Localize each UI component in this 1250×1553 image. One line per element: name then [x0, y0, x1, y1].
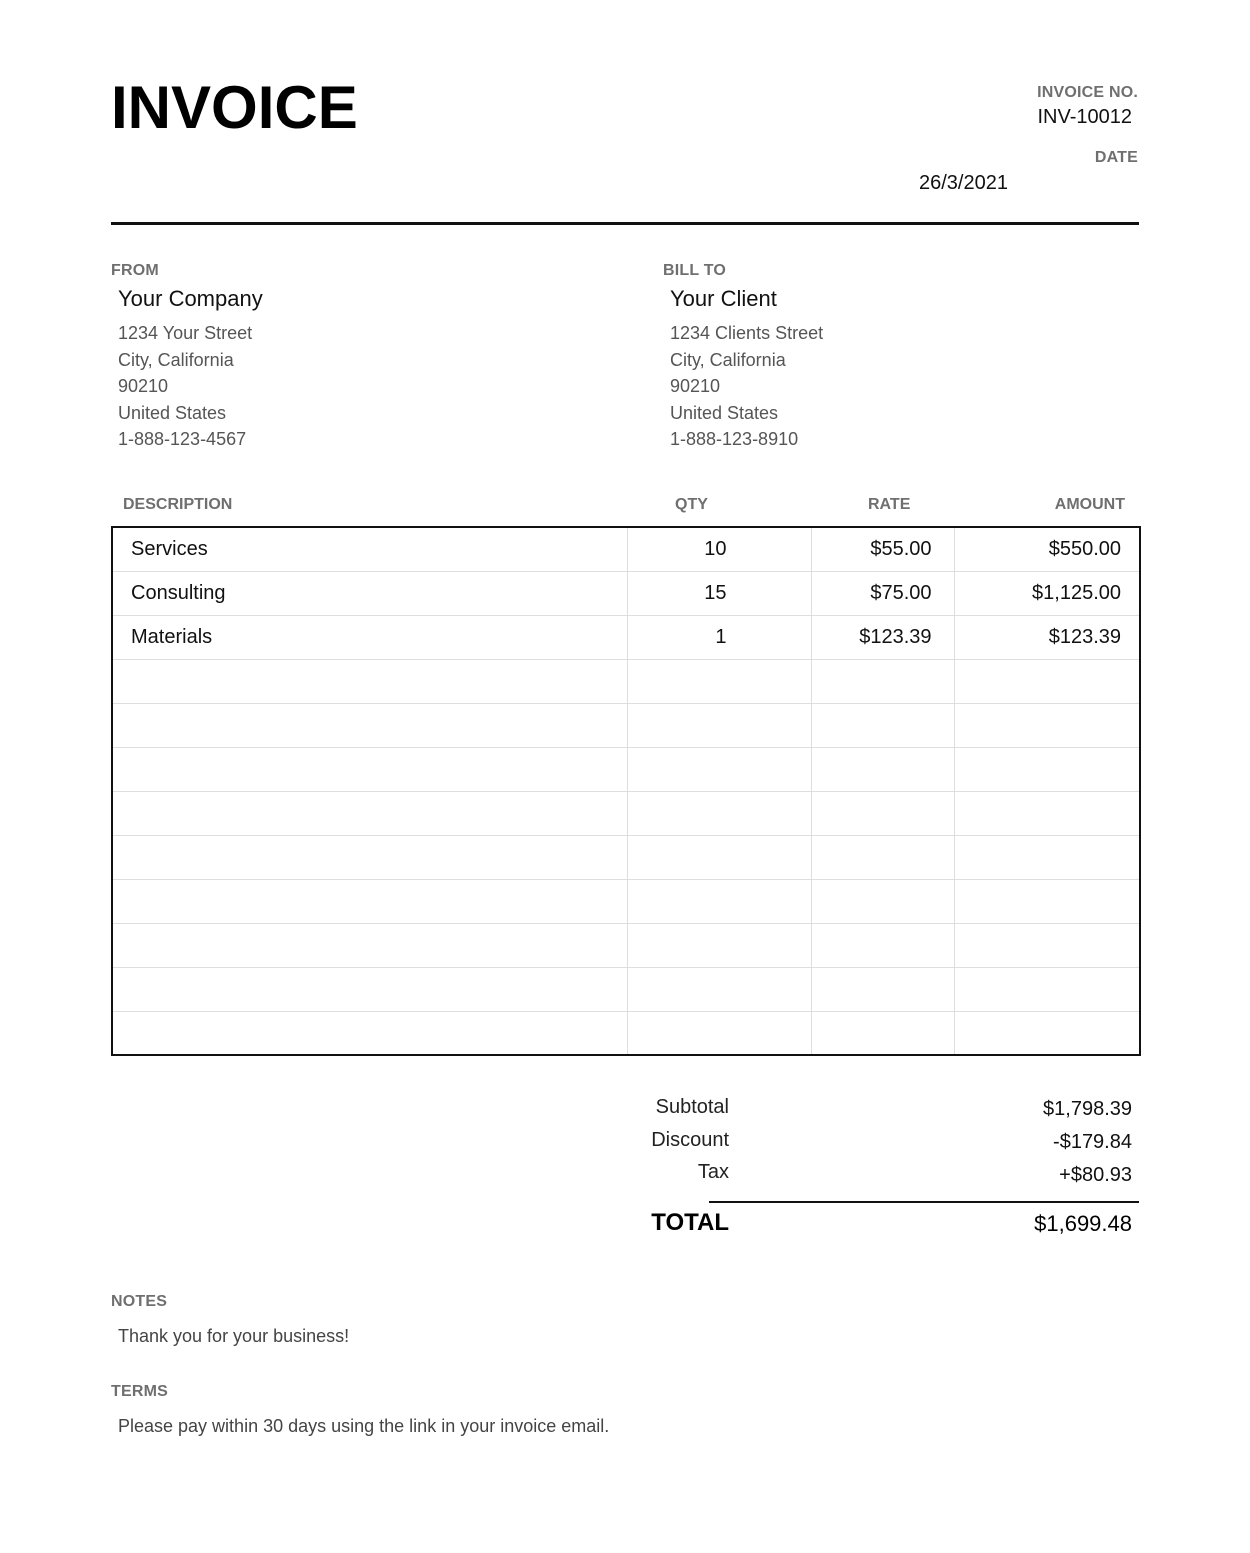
bill-to-phone: 1-888-123-8910: [670, 429, 799, 450]
from-address-line: 90210: [118, 376, 169, 397]
table-row: [112, 879, 1140, 923]
item-description-cell: Services: [112, 527, 627, 571]
invoice-number-label: INVOICE NO.: [1037, 84, 1138, 101]
table-row: [112, 1011, 1140, 1055]
table-row: [112, 835, 1140, 879]
item-qty-cell: [627, 659, 811, 703]
from-address-line: United States: [118, 402, 227, 423]
header-divider: [111, 222, 1139, 225]
table-row: [112, 615, 1140, 659]
discount-value: -$179.84: [1053, 1131, 1132, 1153]
table-row: [112, 747, 1140, 791]
from-phone: 1-888-123-4567: [118, 429, 247, 450]
notes-text: Thank you for your business!: [118, 1326, 350, 1346]
item-amount-cell: [954, 747, 1140, 791]
item-qty-cell: [627, 791, 811, 835]
item-amount-cell: $123.39: [954, 615, 1140, 659]
invoice-date: 26/3/2021: [919, 172, 1008, 194]
table-row: [112, 791, 1140, 835]
from-section: [111, 262, 263, 453]
item-qty-cell: 15: [627, 571, 811, 615]
table-row: [112, 527, 1140, 571]
item-description-cell: Materials: [112, 615, 627, 659]
table-row: [112, 703, 1140, 747]
item-amount-cell: $1,125.00: [954, 571, 1140, 615]
bill-to-address-line: City, California: [670, 349, 786, 370]
invoice-title: INVOICE: [111, 74, 358, 141]
invoice-number: INV-10012: [1037, 106, 1132, 128]
item-qty-cell: [627, 747, 811, 791]
bill-to-address-line: 1234 Clients Street: [670, 323, 824, 343]
item-amount-cell: [954, 879, 1140, 923]
tax-label: Tax: [697, 1161, 729, 1183]
item-rate-cell: $55.00: [811, 527, 954, 571]
item-amount-cell: [954, 791, 1140, 835]
bill-to-section: [663, 262, 823, 453]
item-description-cell: Consulting: [112, 571, 627, 615]
item-rate-cell: [811, 923, 954, 967]
column-header-amount: AMOUNT: [1054, 496, 1125, 513]
from-label: FROM: [111, 262, 159, 279]
item-qty-cell: [627, 879, 811, 923]
table-row: [112, 923, 1140, 967]
table-row: [112, 571, 1140, 615]
item-description-cell: [112, 835, 627, 879]
item-rate-cell: [811, 791, 954, 835]
item-rate-cell: $123.39: [811, 615, 954, 659]
column-header-qty: QTY: [675, 496, 708, 513]
line-items-body: [112, 527, 1140, 1055]
item-description-cell: [112, 659, 627, 703]
date-label: DATE: [1094, 149, 1138, 166]
item-amount-cell: [954, 923, 1140, 967]
line-items-table: [111, 526, 1141, 1056]
bill-to-label: BILL TO: [663, 262, 727, 279]
item-rate-cell: [811, 967, 954, 1011]
item-amount-cell: [954, 967, 1140, 1011]
item-amount-cell: [954, 659, 1140, 703]
item-description-cell: [112, 923, 627, 967]
bill-to-address-line: 90210: [670, 376, 721, 397]
item-amount-cell: [954, 835, 1140, 879]
terms-label: TERMS: [111, 1383, 168, 1400]
column-header-description: DESCRIPTION: [123, 496, 233, 513]
total-value: $1,699.48: [1034, 1211, 1132, 1236]
from-address-line: 1234 Your Street: [118, 323, 253, 343]
item-rate-cell: [811, 1011, 954, 1055]
item-description-cell: [112, 879, 627, 923]
total-label: TOTAL: [651, 1209, 729, 1236]
subtotal-value: $1,798.39: [1043, 1098, 1132, 1120]
item-rate-cell: [811, 747, 954, 791]
table-row: [112, 967, 1140, 1011]
item-description-cell: [112, 791, 627, 835]
item-rate-cell: [811, 879, 954, 923]
from-company-name: Your Company: [118, 286, 263, 311]
item-qty-cell: 1: [627, 615, 811, 659]
subtotal-label: Subtotal: [655, 1096, 729, 1118]
item-qty-cell: 10: [627, 527, 811, 571]
item-rate-cell: [811, 835, 954, 879]
tax-value: +$80.93: [1059, 1164, 1132, 1186]
bill-to-client-name: Your Client: [670, 286, 777, 311]
item-qty-cell: [627, 1011, 811, 1055]
column-header-rate: RATE: [868, 496, 911, 513]
item-rate-cell: [811, 703, 954, 747]
item-description-cell: [112, 1011, 627, 1055]
from-address-line: City, California: [118, 349, 234, 370]
discount-label: Discount: [651, 1129, 729, 1151]
item-rate-cell: [811, 659, 954, 703]
item-qty-cell: [627, 703, 811, 747]
item-amount-cell: [954, 1011, 1140, 1055]
item-qty-cell: [627, 835, 811, 879]
item-amount-cell: [954, 703, 1140, 747]
terms-text: Please pay within 30 days using the link in your invoice email.: [118, 1416, 610, 1436]
notes-label: NOTES: [111, 1293, 168, 1310]
table-row: [112, 659, 1140, 703]
item-qty-cell: [627, 967, 811, 1011]
bill-to-address-line: United States: [670, 402, 779, 423]
item-amount-cell: $550.00: [954, 527, 1140, 571]
item-qty-cell: [627, 923, 811, 967]
total-divider: [709, 1201, 1139, 1203]
item-description-cell: [112, 703, 627, 747]
item-rate-cell: $75.00: [811, 571, 954, 615]
item-description-cell: [112, 747, 627, 791]
item-description-cell: [112, 967, 627, 1011]
